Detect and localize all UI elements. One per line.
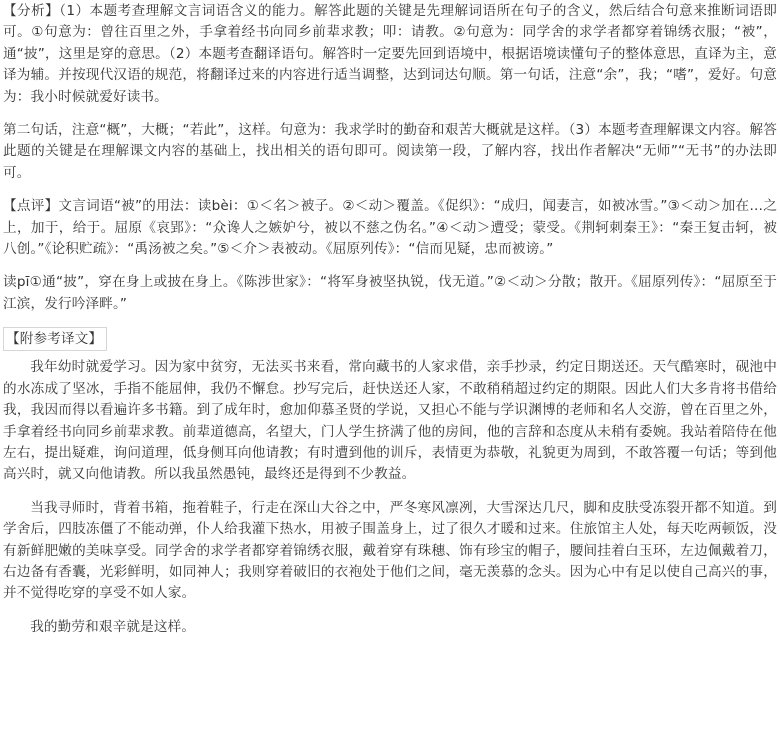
translation-title: 【附参考译文】 <box>3 327 107 351</box>
translation-section <box>3 327 777 638</box>
translation-paragraph-2: 当我寻师时，背着书箱，拖着鞋子，行走在深山大谷之中，严冬寒风凛冽，大雪深达几尺，脚和皮肤受冻裂开都不知道。到学舍后，四肢冻僵了不能动弹，仆人给我灌下热水，用被子围盖身上，过了很久才暖和过来。住旅馆主人处，每天吃两顿饭，没有新鲜肥嫩的美味享受。同学舍的求学者都穿着锦绣衣服，戴着穿有珠穗、饰有珍宝的帽子，腰间挂着白玉环，左边佩戴着刀，右边备有香囊，光彩鲜明，如同神人；我则穿着破旧的衣袍处于他们之间，毫无羡慕的念头。因为心中有足以使自己高兴的事，并不觉得吃穿的享受不如人家。 <box>3 499 777 602</box>
comment-paragraph-2: 读pī①通“披”，穿在身上或披在身上。《陈涉世家》：“将军身被坚执锐，伐无道。”②＜动＞分散；散开。《屈原列传》：“屈原至于江滨，发行吟泽畔。” <box>3 274 777 312</box>
spacer <box>3 315 777 327</box>
spacer <box>3 605 777 617</box>
spacer <box>3 260 777 272</box>
analysis-text: （1）本题考查理解文言词语含义的能力。解答此题的关键是先理解词语所在句子的含义，然后结合句意来推断词语即可。①句意为：曾往百里之外，手拿着经书向同乡前辈求教；叩：请教。②句意为：同学舍的求学者都穿着锦绣衣服；“被”，通“披”，这里是穿的意思。（2）本题考查翻译语句。解答时一定要先回到语境中，根据语境读懂句子的整体意思，直译为主，意译为辅。并按现代汉语的规范，将翻译过来的内容进行适当调整，达到词达句顺。第一句话，注意“余”，我；“嗜”，爱好。句意为：我小时候就爱好读书。 <box>3 3 777 105</box>
spacer <box>3 108 777 120</box>
comment-tag: 【点评】 <box>3 198 59 215</box>
spacer <box>3 184 777 196</box>
spacer <box>3 486 777 498</box>
analysis-paragraph <box>3 1 777 108</box>
analysis-paragraph-2: 第二句话，注意“概”，大概；“若此”，这样。句意为：我求学时的勤奋和艰苦大概就是这样。（3）本题考查理解课文内容。解答此题的关键是在理解课文内容的基础上，找出相关的语句即可。阅读第一段，了解内容，找出作者解决“无师”“无书”的办法即可。 <box>3 122 777 181</box>
translation-paragraph-3: 我的勤劳和艰辛就是这样。 <box>30 618 196 635</box>
analysis-tag: 【分析】 <box>3 3 60 19</box>
comment-paragraph <box>3 196 777 260</box>
comment-text: 文言词语“被”的用法：读bèi：①＜名＞被子。②＜动＞覆盖。《促织》：“成归，闻妻言，如被冰雪。”③＜动＞加在…之上，加于，给于。屈原《哀郢》：“众谗人之嫉妒兮，被以不慈之伪名。”④＜动＞遭受；蒙受。《荆轲刺秦王》：“秦王复击轲，被八创。”《论积贮疏》：“禹汤被之矣。”⑤＜介＞表被动。《屈原列传》：“信而见疑，忠而被谤。” <box>3 198 777 258</box>
translation-paragraph-1: 我年幼时就爱学习。因为家中贫穷，无法买书来看，常向藏书的人家求借，亲手抄录，约定日期送还。天气酷寒时，砚池中的水冻成了坚冰，手指不能屈伸，我仍不懈怠。抄写完后，赶快送还人家，不敢稍稍超过约定的期限。因此人们大多肯将书借给我，我因而得以看遍许多书籍。到了成年时，愈加仰慕圣贤的学说，又担心不能与学识渊博的老师和名人交游，曾在百里之外，手拿着经书向同乡前辈求教。前辈道德高，名望大，门人学生挤满了他的房间，他的言辞和态度从未稍有委婉。我站着陪侍在他左右，提出疑难，询问道理，低身侧耳向他请教；有时遭到他的训斥，表情更为恭敬，礼貌更为周到，不敢答覆一句话；等到他高兴时，就又向他请教。所以我虽然愚钝，最终还是得到不少教益。 <box>3 359 777 483</box>
